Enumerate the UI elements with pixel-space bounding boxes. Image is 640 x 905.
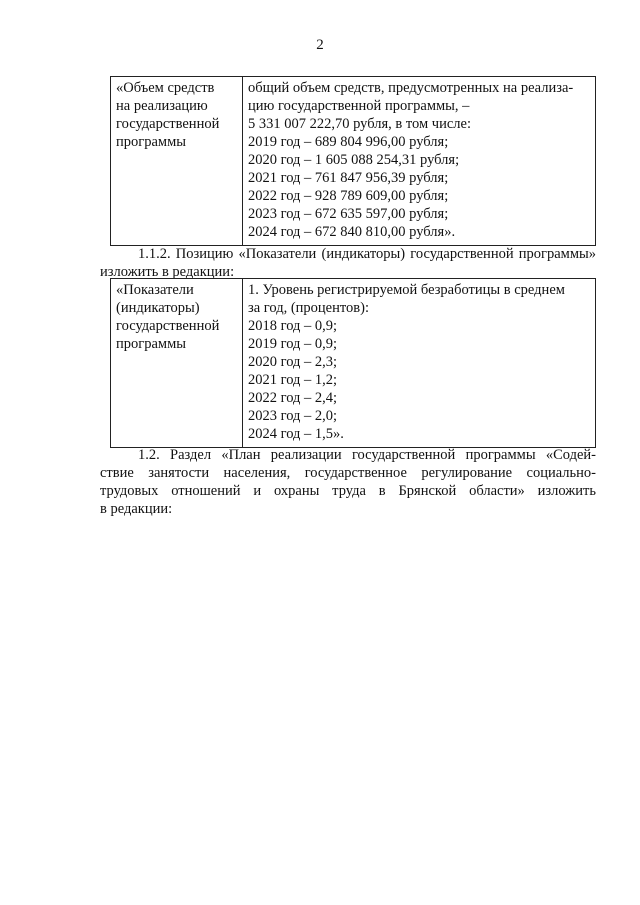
indicator-year-line: 2022 год – 2,4; <box>248 390 338 406</box>
indicator-year-line: 2021 год – 1,2; <box>248 372 338 388</box>
indicator-year-line: 2023 год – 2,0; <box>248 408 338 424</box>
funding-label-line: государственной <box>116 116 220 132</box>
indicator-year-line: 2024 год – 1,5». <box>248 426 344 442</box>
funding-year-line: 2020 год – 1 605 088 254,31 рубля; <box>248 152 460 168</box>
indicator-title-line: 1. Уровень регистрируемой безработицы в среднем <box>248 282 565 298</box>
funding-label-line: на реализацию <box>116 98 208 114</box>
funding-total-line: 5 331 007 222,70 рубля, в том числе: <box>248 116 471 132</box>
funding-value-line: цию государственной программы, – <box>248 98 470 114</box>
paragraph-line: 1.2. Раздел «План реализации государственной программы «Содей- <box>138 447 596 463</box>
indicators-label-line: программы <box>116 336 186 352</box>
indicator-year-line: 2020 год – 2,3; <box>248 354 338 370</box>
indicator-year-line: 2019 год – 0,9; <box>248 336 338 352</box>
indicator-year-line: 2018 год – 0,9; <box>248 318 338 334</box>
funding-year-line: 2022 год – 928 789 609,00 рубля; <box>248 188 449 204</box>
funding-year-line: 2023 год – 672 635 597,00 рубля; <box>248 206 449 222</box>
funding-table-row <box>111 77 596 246</box>
funding-table <box>110 76 596 246</box>
funding-label-line: программы <box>116 134 186 150</box>
funding-value-cell <box>243 77 596 246</box>
paragraph-1-1-2 <box>100 245 596 281</box>
paragraph-line: ствие занятости населения, государственное регулирование социально- <box>100 465 596 481</box>
funding-label-line: «Объем средств <box>116 80 215 96</box>
funding-label-cell <box>111 77 243 246</box>
paragraph-line: трудовых отношений и охраны труда в Брянской области» изложить <box>100 483 596 499</box>
indicator-title-line: за год, (процентов): <box>248 300 369 316</box>
paragraph-line: в редакции: <box>100 501 173 517</box>
paragraph-1-2 <box>100 446 596 518</box>
indicators-label-line: (индикаторы) <box>116 300 200 316</box>
indicators-label-line: государственной <box>116 318 220 334</box>
funding-year-line: 2019 год – 689 804 996,00 рубля; <box>248 134 449 150</box>
funding-year-line: 2024 год – 672 840 810,00 рубля». <box>248 224 456 240</box>
indicators-value-cell <box>243 279 596 448</box>
indicators-label-line: «Показатели <box>116 282 194 298</box>
paragraph-line: 1.1.2. Позицию «Показатели (индикаторы) государственной программы» <box>138 246 596 262</box>
indicators-label-cell <box>111 279 243 448</box>
indicators-table <box>110 278 596 448</box>
funding-value-line: общий объем средств, предусмотренных на реализа- <box>248 80 574 96</box>
indicators-table-row <box>111 279 596 448</box>
page-number: 2 <box>316 37 324 53</box>
funding-year-line: 2021 год – 761 847 956,39 рубля; <box>248 170 449 186</box>
paragraph-line: изложить в редакции: <box>100 264 235 280</box>
